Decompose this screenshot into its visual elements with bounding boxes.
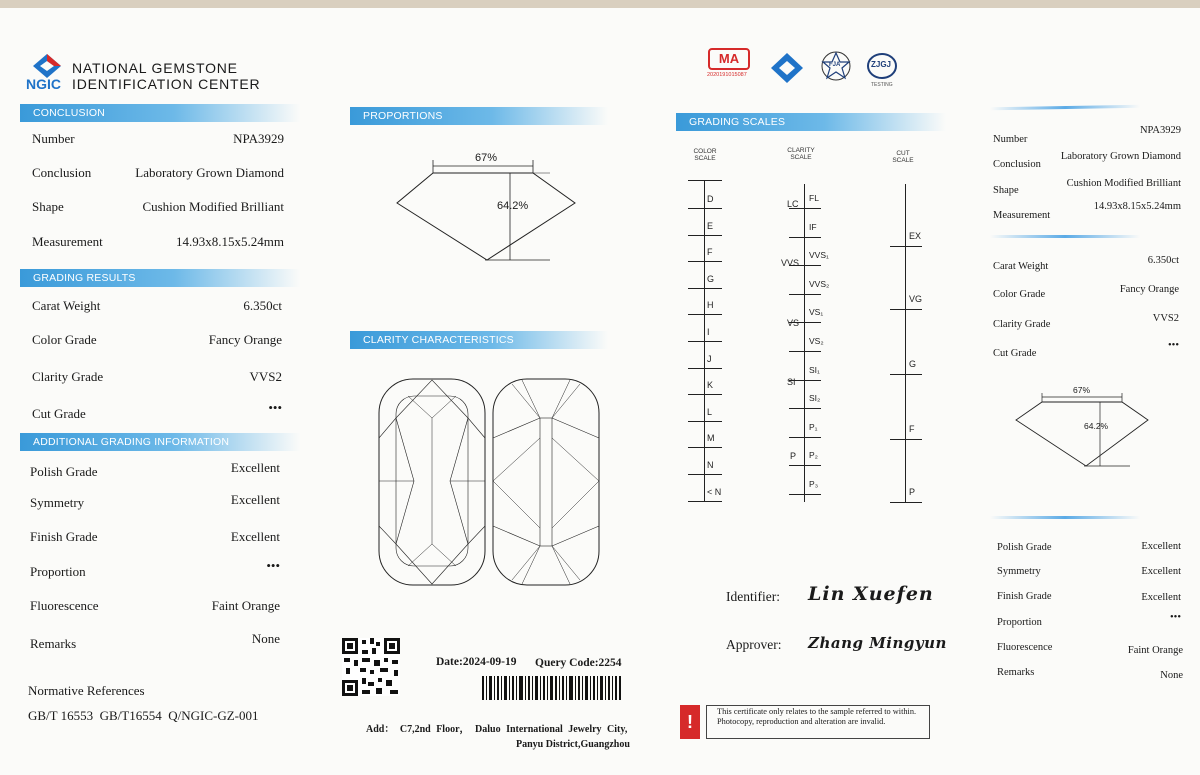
color-label: Color Grade [32, 332, 97, 347]
conclusion-value: Laboratory Grown Diamond [135, 165, 284, 180]
summary-remarks-value: None [1160, 670, 1183, 681]
cut-value: ••• [268, 400, 282, 415]
clarity-label: Clarity Grade [32, 369, 104, 384]
color-scale-grade: D [707, 194, 714, 204]
summary-polish-label: Polish Grade [997, 542, 1052, 553]
fluorescence-label: Fluorescence [30, 598, 99, 613]
additional-header: ADDITIONAL GRADING INFORMATION [20, 433, 300, 451]
finish-label: Finish Grade [30, 529, 98, 544]
clarity-scale-tick [789, 351, 821, 352]
cma-number: 2020191015087 [707, 72, 747, 78]
org-name-line2: IDENTIFICATION CENTER [72, 76, 261, 92]
summary-carat-value: 6.350ct [1147, 255, 1179, 266]
summary-top-rule [990, 105, 1140, 111]
cut-scale-tick [890, 309, 922, 310]
color-scale-tick [688, 288, 722, 289]
proportion-value: ••• [266, 558, 280, 573]
fluorescence-value: Faint Orange [211, 598, 280, 613]
color-scale-grade: M [707, 433, 715, 444]
summary-color-value: Fancy Orange [1119, 284, 1179, 295]
symmetry-value: Excellent [230, 492, 280, 507]
summary-measurement-label: Measurement [993, 210, 1051, 221]
clarity-scale-grade: P₂ [809, 450, 818, 461]
summary-cut-value: ••• [1167, 340, 1179, 351]
summary-shape-label: Shape [993, 185, 1019, 196]
color-scale-tick [688, 208, 722, 209]
grading-results-header: GRADING RESULTS [20, 269, 300, 287]
color-scale-grade: F [707, 247, 713, 258]
clarity-scale-group: VVS [781, 258, 800, 268]
clarity-scale-tick [789, 408, 821, 409]
summary-symmetry-label: Symmetry [997, 566, 1041, 577]
carat-label: Carat Weight [32, 298, 101, 313]
color-scale-tick [688, 180, 722, 181]
symmetry-label: Symmetry [30, 495, 85, 510]
measurement-label: Measurement [32, 234, 103, 249]
clarity-scale-tick [789, 237, 821, 238]
color-scale-tick [688, 368, 722, 369]
proportions-diagram [385, 148, 585, 278]
approver-label: Approver: [726, 637, 782, 652]
color-scale-tick [688, 261, 722, 262]
cut-scale-tick [890, 246, 922, 247]
cut-scale-grade: VG [909, 294, 923, 304]
clarity-scale-tick [789, 494, 821, 495]
ngic-logo-text: NGIC [26, 76, 61, 92]
remarks-label: Remarks [30, 636, 77, 651]
finish-value: Excellent [230, 529, 280, 544]
cma-logo-text: MA [718, 51, 740, 66]
org-name-line1: NATIONAL GEMSTONE [72, 60, 238, 76]
cut-scale-tick [890, 502, 922, 503]
color-scale-heading: COLOR SCALE [693, 148, 717, 162]
clarity-scale-grade: IF [809, 221, 817, 232]
conclusion-header: CONCLUSION [20, 104, 300, 122]
summary-color-label: Color Grade [993, 289, 1046, 300]
shape-value: Cushion Modified Brilliant [142, 199, 284, 214]
clarity-scale-grade: VVS₁ [809, 250, 829, 261]
summary-measurement-value: 14.93x8.15x5.24mm [1093, 201, 1181, 212]
summary-finish-label: Finish Grade [997, 591, 1052, 602]
summary-cut-label: Cut Grade [993, 348, 1037, 359]
warning-icon [680, 705, 700, 739]
cut-scale-tick [890, 374, 922, 375]
proportions-header: PROPORTIONS [350, 107, 608, 125]
summary-table-percent: 67% [1073, 385, 1091, 395]
summary-mid-rule [990, 235, 1140, 238]
summary-bottom-rule [990, 516, 1140, 519]
measurement-value: 14.93x8.15x5.24mm [176, 234, 284, 249]
clarity-value: VVS2 [249, 369, 282, 384]
clarity-scale-grade: VS₂ [809, 336, 824, 346]
clarity-scale-heading: CLARITY SCALE [787, 147, 815, 161]
color-scale-tick [688, 474, 722, 475]
clarity-scale-grade: FL [809, 193, 819, 203]
testing-text: TESTING [871, 82, 893, 88]
cut-scale-grade: EX [909, 231, 922, 241]
summary-number-value: NPA3929 [1139, 125, 1181, 136]
color-scale-tick [688, 501, 722, 502]
depth-percent: 64.2% [497, 200, 529, 212]
cut-scale-tick [890, 439, 922, 440]
color-scale-grade: I [707, 327, 710, 337]
cma-logo-icon [708, 48, 750, 70]
barcode-icon [482, 676, 622, 700]
summary-remarks-label: Remarks [997, 667, 1035, 678]
clarity-scale-grade: P₁ [809, 421, 818, 432]
color-scale-grade: < N [707, 486, 722, 497]
color-scale-tick [688, 394, 722, 395]
address-line1: Add： C7,2nd Floor， Daluo International Jewelry City, [366, 724, 628, 735]
cut-scale-axis [905, 184, 906, 502]
number-value: NPA3929 [233, 131, 284, 146]
summary-conclusion-label: Conclusion [993, 159, 1041, 170]
clarity-scale-group: P [790, 451, 797, 461]
clarity-scale-grade: P₃ [809, 479, 819, 489]
query-code: Query Code:2254 [535, 657, 622, 669]
color-scale-grade: E [707, 220, 714, 231]
color-scale-grade: N [707, 460, 714, 470]
table-percent: 67% [475, 152, 498, 164]
clarity-scale-group: SI [787, 377, 796, 387]
color-scale-tick [688, 314, 722, 315]
color-scale-tick [688, 447, 722, 448]
qr-code-icon [342, 638, 400, 696]
ngic-seal-logo-icon [770, 52, 804, 84]
proportion-label: Proportion [30, 564, 86, 579]
summary-depth-percent: 64.2% [1084, 421, 1109, 431]
issue-date: Date:2024-09-19 [436, 656, 517, 668]
number-label: Number [32, 131, 75, 146]
cut-scale-grade: F [909, 424, 915, 434]
summary-fluorescence-value: Faint Orange [1127, 645, 1183, 656]
summary-proportion-value: ••• [1169, 612, 1181, 623]
summary-fluorescence-label: Fluorescence [997, 642, 1053, 653]
color-scale-grade: K [707, 380, 714, 391]
conclusion-label: Conclusion [32, 165, 92, 180]
cut-scale-grade: P [909, 487, 916, 497]
grading-scales-header: GRADING SCALES [676, 113, 946, 131]
cut-label: Cut Grade [32, 406, 86, 421]
summary-conclusion-value: Laboratory Grown Diamond [1060, 151, 1181, 162]
clarity-plot-pavilion-view [492, 378, 600, 588]
clarity-scale-tick [789, 294, 821, 295]
zjgj-logo-text: ZJGJ [871, 60, 892, 69]
certificate-page [0, 8, 1200, 775]
summary-carat-label: Carat Weight [993, 261, 1049, 272]
clarity-plot-crown-view [378, 378, 486, 588]
color-scale-grade: L [707, 406, 713, 417]
summary-polish-value: Excellent [1141, 541, 1181, 552]
polish-value: Excellent [230, 460, 280, 475]
shape-label: Shape [32, 199, 64, 214]
clarity-scale-grade: SI₁ [809, 364, 820, 375]
clarity-scale-tick [789, 465, 821, 466]
polish-label: Polish Grade [30, 464, 98, 479]
summary-finish-value: Excellent [1141, 592, 1181, 603]
identifier-signature: Lin Xuefen [808, 583, 934, 605]
identifier-label: Identifier: [726, 589, 780, 604]
clarity-scale-group: VS [787, 318, 800, 328]
clarity-scale-grade: VVS₂ [809, 278, 830, 289]
address-line2: Panyu District,Guangzhou [516, 739, 630, 750]
summary-shape-value: Cushion Modified Brilliant [1066, 178, 1181, 189]
clarity-scale-group: LC [787, 199, 799, 209]
summary-proportion-label: Proportion [997, 617, 1042, 628]
carat-value: 6.350ct [243, 298, 282, 313]
clarity-characteristics-header: CLARITY CHARACTERISTICS [350, 331, 608, 349]
color-scale-grade: H [707, 300, 714, 311]
approver-signature: Zhang Mingyun [808, 634, 947, 652]
remarks-value: None [251, 631, 280, 646]
normative-title: Normative References [28, 683, 145, 698]
summary-clarity-label: Clarity Grade [993, 319, 1051, 330]
clarity-scale-axis [804, 184, 805, 502]
clarity-scale-grade: SI₂ [809, 393, 821, 404]
cut-scale-grade: G [909, 359, 917, 369]
summary-number-label: Number [993, 134, 1028, 145]
color-scale-tick [688, 421, 722, 422]
color-scale-grade: J [707, 353, 712, 364]
summary-clarity-value: VVS2 [1152, 313, 1179, 324]
color-scale-tick [688, 235, 722, 236]
warning-icon-glyph: ! [687, 712, 693, 732]
paper-edge [0, 0, 1200, 8]
color-scale-grade: G [707, 273, 715, 284]
disclaimer-notice: This certificate only relates to the sample referred to within. Photocopy, reproduction and alteration are invalid. [706, 705, 930, 739]
color-value: Fancy Orange [208, 332, 282, 347]
summary-symmetry-value: Excellent [1141, 566, 1181, 577]
fja-logo-text: FJA [829, 62, 841, 68]
color-scale-tick [688, 341, 722, 342]
clarity-scale-tick [789, 437, 821, 438]
summary-proportions-diagram [1014, 388, 1152, 474]
clarity-scale-grade: VS₁ [809, 307, 824, 318]
normative-refs: GB/T 16553 GB/T16554 Q/NGIC-GZ-001 [28, 708, 259, 723]
cut-scale-heading: CUT SCALE [892, 150, 914, 164]
